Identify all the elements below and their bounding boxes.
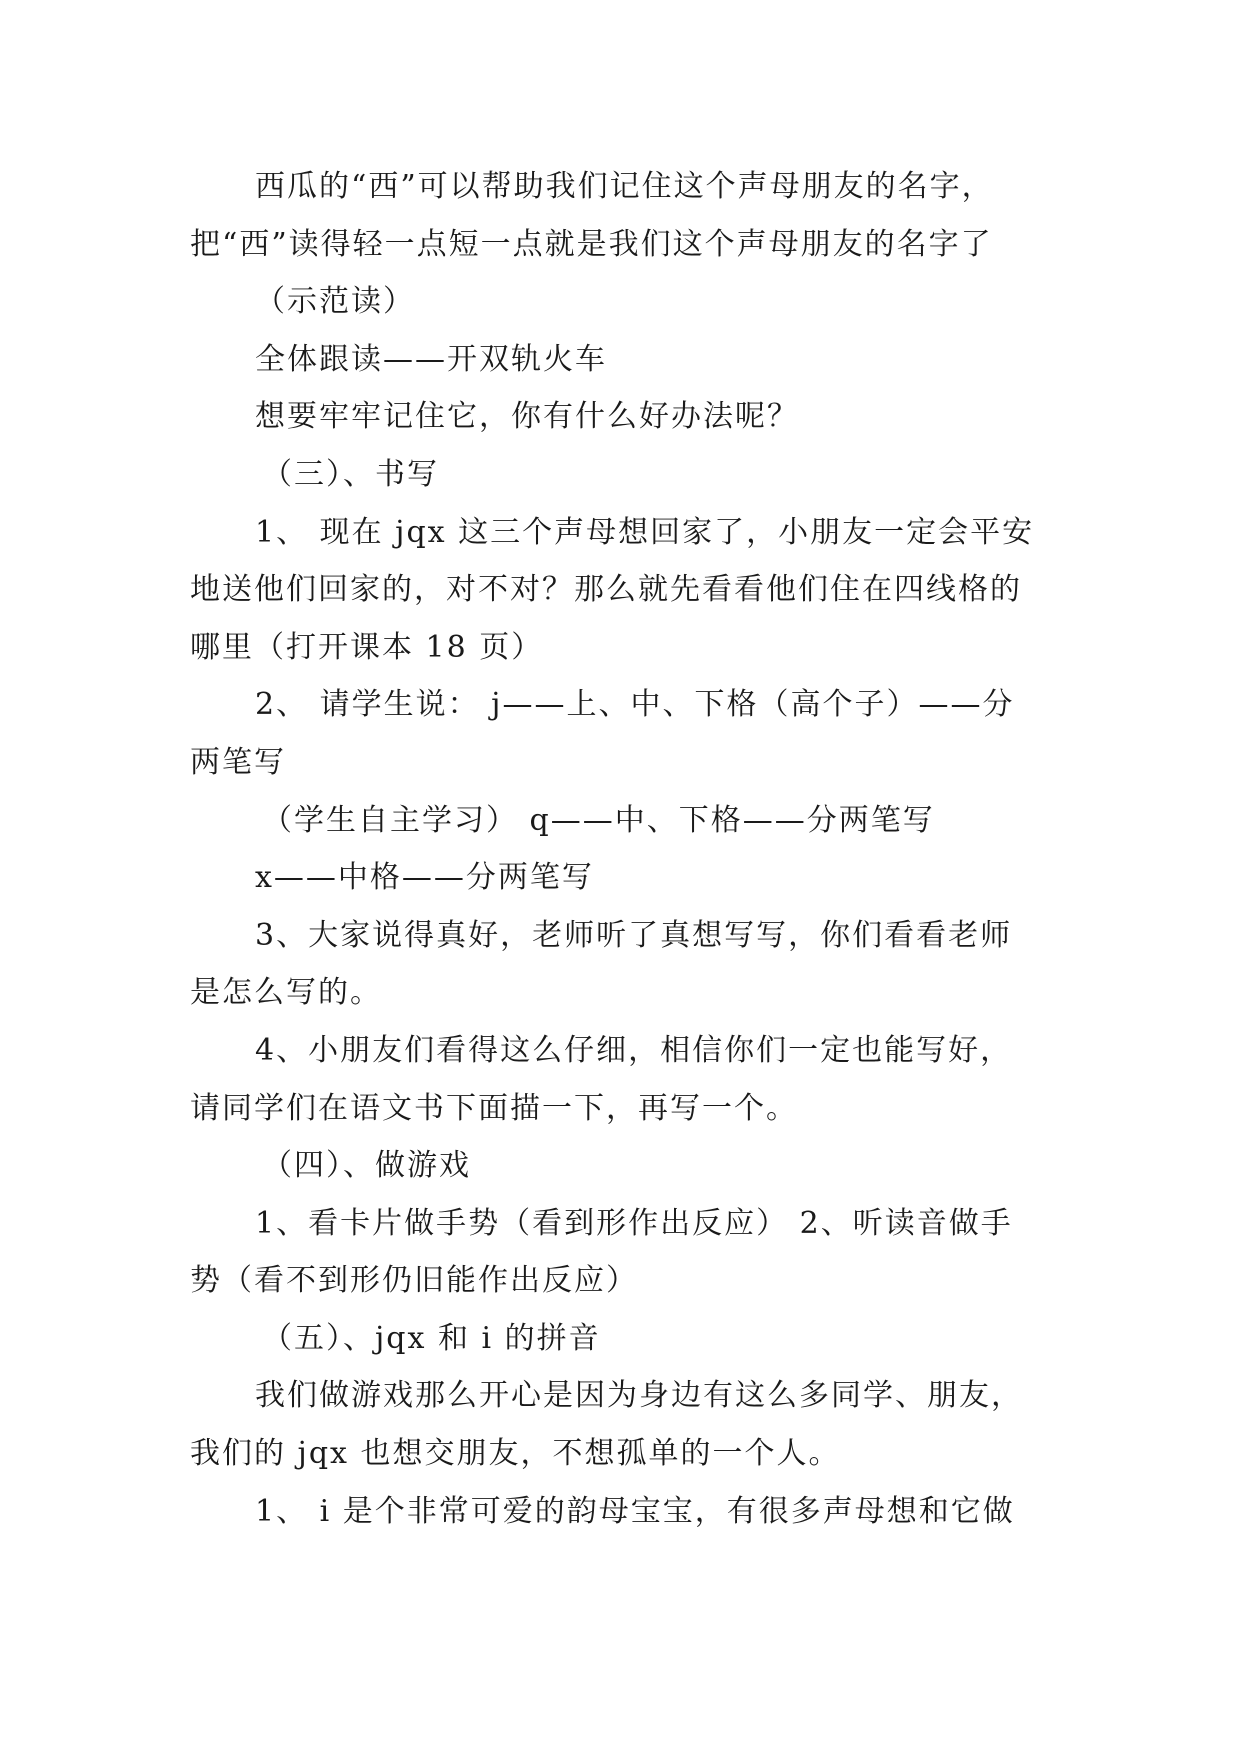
paragraph-step-1 <box>190 504 1050 677</box>
text-line: （四）、做游戏 <box>262 1148 471 1184</box>
paragraph-xigua <box>190 158 1050 273</box>
section-heading-game <box>190 1137 1050 1195</box>
text-line: 请同学们在语文书下面描一下，再写一个。 <box>190 1090 798 1126</box>
text-line: 1、 现在 jqx 这三个声母想回家了，小朋友一定会平安 <box>255 514 1035 550</box>
text-line: 地送他们回家的，对不对？那么就先看看他们住在四线格的 <box>190 572 1022 608</box>
text-line: （学生自主学习） q——中、下格——分两笔写 <box>262 802 935 838</box>
section-heading-pinyin <box>190 1310 1050 1368</box>
body-text <box>190 158 1050 1540</box>
text-line: （五）、jqx 和 i 的拼音 <box>262 1320 601 1356</box>
paragraph-step-3 <box>190 907 1050 1022</box>
paragraph-demo-read <box>190 273 1050 331</box>
text-line: 我们的 jqx 也想交朋友，不想孤单的一个人。 <box>190 1436 841 1472</box>
paragraph-step-2 <box>190 676 1050 791</box>
paragraph-follow-read <box>190 331 1050 389</box>
paragraph-game-steps <box>190 1195 1050 1310</box>
text-line: 哪里（打开课本 18 页） <box>190 629 544 665</box>
text-line: 是怎么写的。 <box>190 975 382 1011</box>
paragraph-friends <box>190 1367 1050 1482</box>
text-line: 两笔写 <box>190 744 286 780</box>
text-line: 1、 i 是个非常可爱的韵母宝宝，有很多声母想和它做 <box>255 1493 1015 1529</box>
text-line: 西瓜的“西”可以帮助我们记住这个声母朋友的名字， <box>255 169 994 204</box>
text-line: （示范读） <box>255 284 415 320</box>
text-line: x——中格——分两笔写 <box>255 860 594 896</box>
text-line: 全体跟读——开双轨火车 <box>255 341 607 377</box>
text-line: 2、 请学生说： j——上、中、下格（高个子）——分 <box>255 687 1015 723</box>
text-line: 想要牢牢记住它，你有什么好办法呢？ <box>255 399 799 435</box>
section-heading-writing <box>190 446 1050 504</box>
text-line: 把“西”读得轻一点短一点就是我们这个声母朋友的名字了 <box>190 226 993 262</box>
paragraph-x-writing <box>190 849 1050 907</box>
paragraph-vowel-i <box>190 1483 1050 1541</box>
text-line: 4、小朋友们看得这么仔细，相信你们一定也能写好， <box>255 1032 1013 1068</box>
text-line: （三）、书写 <box>262 456 439 492</box>
text-line: 势（看不到形仍旧能作出反应） <box>190 1263 638 1299</box>
paragraph-step-4 <box>190 1022 1050 1137</box>
paragraph-q-writing <box>190 792 1050 850</box>
text-line: 3、大家说得真好，老师听了真想写写，你们看看老师 <box>255 917 1013 953</box>
text-line: 1、看卡片做手势（看到形作出反应） 2、听读音做手 <box>255 1205 1013 1241</box>
text-line: 我们做游戏那么开心是因为身边有这么多同学、朋友， <box>255 1378 1023 1414</box>
paragraph-remember <box>190 388 1050 446</box>
